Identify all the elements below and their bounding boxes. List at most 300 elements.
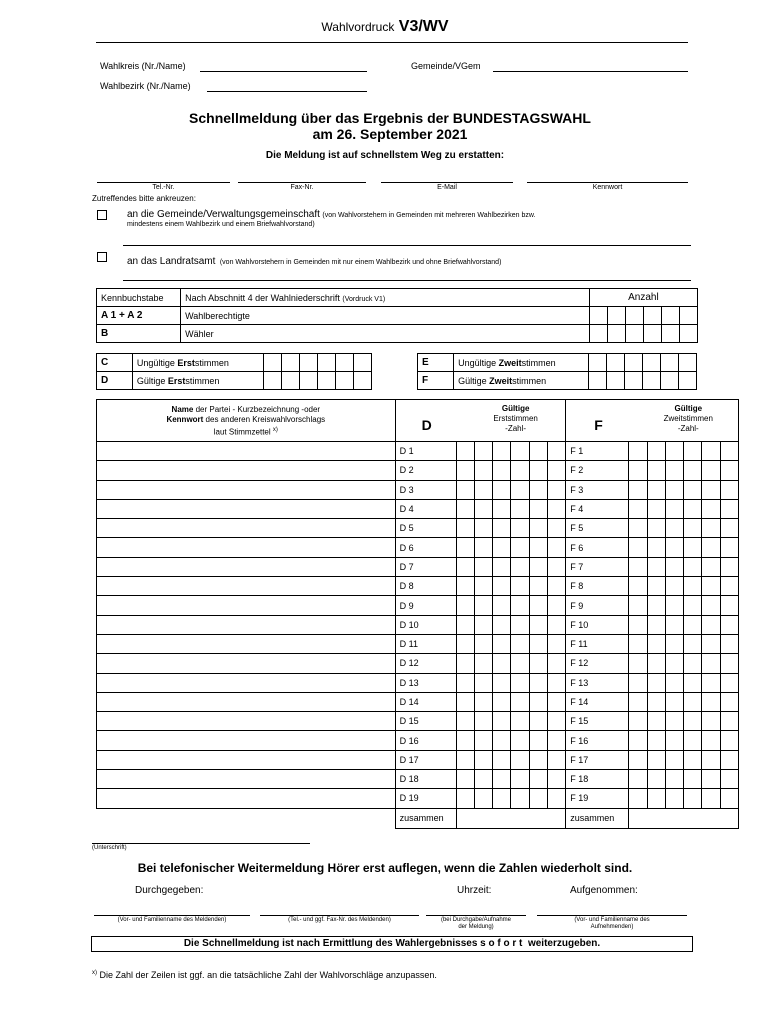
party-name-cell[interactable] bbox=[97, 654, 396, 673]
digit-cell[interactable] bbox=[624, 372, 642, 390]
email-input[interactable] bbox=[381, 182, 513, 183]
digit-cell[interactable] bbox=[629, 789, 647, 808]
digit-cell[interactable] bbox=[665, 770, 683, 789]
digit-cell[interactable] bbox=[720, 615, 738, 634]
digit-cell[interactable] bbox=[679, 325, 697, 343]
digit-cell[interactable] bbox=[629, 557, 647, 576]
digit-cell[interactable] bbox=[511, 750, 529, 769]
digit-cell[interactable] bbox=[547, 692, 565, 711]
digit-cell[interactable] bbox=[547, 750, 565, 769]
kennwort-input[interactable] bbox=[527, 182, 688, 183]
digit-cell[interactable] bbox=[684, 673, 702, 692]
digit-cell[interactable] bbox=[511, 596, 529, 615]
digit-cell[interactable] bbox=[629, 750, 647, 769]
digit-cell[interactable] bbox=[493, 461, 511, 480]
aufnehmender-name-input[interactable] bbox=[537, 915, 687, 916]
digit-cell[interactable] bbox=[354, 354, 372, 372]
digit-cell[interactable] bbox=[282, 354, 300, 372]
digit-cell[interactable] bbox=[665, 480, 683, 499]
digit-cell[interactable] bbox=[702, 596, 720, 615]
digit-cell[interactable] bbox=[647, 442, 665, 461]
digit-cell[interactable] bbox=[702, 519, 720, 538]
digit-cell[interactable] bbox=[702, 538, 720, 557]
digit-cell[interactable] bbox=[474, 519, 492, 538]
digit-cell[interactable] bbox=[456, 538, 474, 557]
digit-cell[interactable] bbox=[588, 372, 606, 390]
party-name-cell[interactable] bbox=[97, 789, 396, 808]
digit-cell[interactable] bbox=[456, 519, 474, 538]
party-name-cell[interactable] bbox=[97, 712, 396, 731]
party-name-cell[interactable] bbox=[97, 499, 396, 518]
digit-cell[interactable] bbox=[511, 731, 529, 750]
digit-cell[interactable] bbox=[493, 442, 511, 461]
digit-cell[interactable] bbox=[684, 499, 702, 518]
digit-cell[interactable] bbox=[547, 770, 565, 789]
digit-cell[interactable] bbox=[720, 789, 738, 808]
digit-cell[interactable] bbox=[702, 557, 720, 576]
party-name-cell[interactable] bbox=[97, 461, 396, 480]
digit-cell[interactable] bbox=[474, 673, 492, 692]
digit-cell[interactable] bbox=[647, 634, 665, 653]
digit-cell[interactable] bbox=[529, 634, 547, 653]
digit-cell[interactable] bbox=[720, 538, 738, 557]
digit-cell[interactable] bbox=[647, 557, 665, 576]
digit-cell[interactable] bbox=[720, 442, 738, 461]
digit-cell[interactable] bbox=[702, 654, 720, 673]
digit-cell[interactable] bbox=[720, 577, 738, 596]
digit-cell[interactable] bbox=[354, 372, 372, 390]
party-name-cell[interactable] bbox=[97, 692, 396, 711]
digit-cell[interactable] bbox=[647, 538, 665, 557]
digit-cell[interactable] bbox=[665, 577, 683, 596]
digit-cell[interactable] bbox=[684, 750, 702, 769]
digit-cell[interactable] bbox=[720, 750, 738, 769]
fax-input[interactable] bbox=[238, 182, 366, 183]
digit-cell[interactable] bbox=[529, 673, 547, 692]
option-gemeinde-checkbox[interactable] bbox=[97, 210, 107, 220]
digit-cell[interactable] bbox=[456, 480, 474, 499]
digit-cell[interactable] bbox=[529, 615, 547, 634]
digit-cell[interactable] bbox=[625, 307, 643, 325]
party-name-cell[interactable] bbox=[97, 596, 396, 615]
digit-cell[interactable] bbox=[647, 654, 665, 673]
digit-cell[interactable] bbox=[647, 789, 665, 808]
digit-cell[interactable] bbox=[589, 307, 607, 325]
digit-cell[interactable] bbox=[547, 577, 565, 596]
digit-cell[interactable] bbox=[720, 692, 738, 711]
digit-cell[interactable] bbox=[474, 596, 492, 615]
digit-cell[interactable] bbox=[474, 692, 492, 711]
digit-cell[interactable] bbox=[684, 596, 702, 615]
party-name-cell[interactable] bbox=[97, 634, 396, 653]
digit-cell[interactable] bbox=[684, 731, 702, 750]
digit-cell[interactable] bbox=[702, 692, 720, 711]
digit-cell[interactable] bbox=[456, 770, 474, 789]
digit-cell[interactable] bbox=[456, 442, 474, 461]
digit-cell[interactable] bbox=[300, 372, 318, 390]
party-name-cell[interactable] bbox=[97, 673, 396, 692]
digit-cell[interactable] bbox=[547, 731, 565, 750]
digit-cell[interactable] bbox=[529, 499, 547, 518]
digit-cell[interactable] bbox=[474, 731, 492, 750]
digit-cell[interactable] bbox=[529, 461, 547, 480]
digit-cell[interactable] bbox=[511, 789, 529, 808]
digit-cell[interactable] bbox=[665, 557, 683, 576]
digit-cell[interactable] bbox=[643, 325, 661, 343]
digit-cell[interactable] bbox=[629, 712, 647, 731]
digit-cell[interactable] bbox=[456, 577, 474, 596]
party-name-cell[interactable] bbox=[97, 577, 396, 596]
digit-cell[interactable] bbox=[529, 442, 547, 461]
digit-cell[interactable] bbox=[606, 372, 624, 390]
digit-cell[interactable] bbox=[547, 461, 565, 480]
digit-cell[interactable] bbox=[456, 596, 474, 615]
digit-cell[interactable] bbox=[642, 354, 660, 372]
gemeinde-input[interactable] bbox=[493, 71, 688, 72]
digit-cell[interactable] bbox=[456, 499, 474, 518]
digit-cell[interactable] bbox=[511, 770, 529, 789]
digit-cell[interactable] bbox=[684, 634, 702, 653]
digit-cell[interactable] bbox=[493, 692, 511, 711]
digit-cell[interactable] bbox=[336, 372, 354, 390]
digit-cell[interactable] bbox=[665, 519, 683, 538]
digit-cell[interactable] bbox=[647, 596, 665, 615]
d-total-value[interactable] bbox=[456, 808, 566, 828]
digit-cell[interactable] bbox=[720, 770, 738, 789]
digit-cell[interactable] bbox=[529, 596, 547, 615]
digit-cell[interactable] bbox=[588, 354, 606, 372]
digit-cell[interactable] bbox=[702, 499, 720, 518]
digit-cell[interactable] bbox=[474, 750, 492, 769]
digit-cell[interactable] bbox=[665, 654, 683, 673]
digit-cell[interactable] bbox=[547, 557, 565, 576]
digit-cell[interactable] bbox=[607, 325, 625, 343]
digit-cell[interactable] bbox=[647, 499, 665, 518]
digit-cell[interactable] bbox=[702, 750, 720, 769]
digit-cell[interactable] bbox=[720, 557, 738, 576]
digit-cell[interactable] bbox=[684, 577, 702, 596]
digit-cell[interactable] bbox=[660, 354, 678, 372]
digit-cell[interactable] bbox=[629, 615, 647, 634]
digit-cell[interactable] bbox=[456, 557, 474, 576]
digit-cell[interactable] bbox=[647, 692, 665, 711]
digit-cell[interactable] bbox=[684, 461, 702, 480]
digit-cell[interactable] bbox=[665, 634, 683, 653]
digit-cell[interactable] bbox=[456, 789, 474, 808]
digit-cell[interactable] bbox=[529, 731, 547, 750]
digit-cell[interactable] bbox=[629, 480, 647, 499]
digit-cell[interactable] bbox=[474, 480, 492, 499]
digit-cell[interactable] bbox=[629, 519, 647, 538]
digit-cell[interactable] bbox=[493, 538, 511, 557]
digit-cell[interactable] bbox=[665, 692, 683, 711]
digit-cell[interactable] bbox=[456, 712, 474, 731]
digit-cell[interactable] bbox=[684, 519, 702, 538]
wahlkreis-input[interactable] bbox=[200, 71, 367, 72]
digit-cell[interactable] bbox=[456, 634, 474, 653]
digit-cell[interactable] bbox=[589, 325, 607, 343]
digit-cell[interactable] bbox=[456, 673, 474, 692]
digit-cell[interactable] bbox=[511, 557, 529, 576]
digit-cell[interactable] bbox=[660, 372, 678, 390]
digit-cell[interactable] bbox=[665, 442, 683, 461]
digit-cell[interactable] bbox=[493, 634, 511, 653]
signature-line[interactable] bbox=[92, 843, 310, 844]
digit-cell[interactable] bbox=[642, 372, 660, 390]
digit-cell[interactable] bbox=[456, 615, 474, 634]
digit-cell[interactable] bbox=[547, 673, 565, 692]
digit-cell[interactable] bbox=[547, 654, 565, 673]
digit-cell[interactable] bbox=[629, 442, 647, 461]
digit-cell[interactable] bbox=[629, 499, 647, 518]
digit-cell[interactable] bbox=[684, 789, 702, 808]
digit-cell[interactable] bbox=[474, 634, 492, 653]
digit-cell[interactable] bbox=[647, 750, 665, 769]
digit-cell[interactable] bbox=[493, 480, 511, 499]
digit-cell[interactable] bbox=[665, 461, 683, 480]
digit-cell[interactable] bbox=[264, 372, 282, 390]
digit-cell[interactable] bbox=[702, 789, 720, 808]
digit-cell[interactable] bbox=[661, 307, 679, 325]
digit-cell[interactable] bbox=[720, 654, 738, 673]
digit-cell[interactable] bbox=[529, 538, 547, 557]
digit-cell[interactable] bbox=[511, 615, 529, 634]
digit-cell[interactable] bbox=[474, 615, 492, 634]
digit-cell[interactable] bbox=[702, 577, 720, 596]
digit-cell[interactable] bbox=[264, 354, 282, 372]
party-name-cell[interactable] bbox=[97, 442, 396, 461]
digit-cell[interactable] bbox=[547, 499, 565, 518]
digit-cell[interactable] bbox=[720, 461, 738, 480]
meldender-name-input[interactable] bbox=[94, 915, 250, 916]
digit-cell[interactable] bbox=[529, 519, 547, 538]
digit-cell[interactable] bbox=[547, 634, 565, 653]
digit-cell[interactable] bbox=[300, 354, 318, 372]
digit-cell[interactable] bbox=[647, 712, 665, 731]
digit-cell[interactable] bbox=[629, 538, 647, 557]
party-name-cell[interactable] bbox=[97, 557, 396, 576]
digit-cell[interactable] bbox=[474, 442, 492, 461]
digit-cell[interactable] bbox=[647, 770, 665, 789]
wahlbezirk-input[interactable] bbox=[207, 91, 367, 92]
digit-cell[interactable] bbox=[529, 654, 547, 673]
digit-cell[interactable] bbox=[493, 577, 511, 596]
digit-cell[interactable] bbox=[493, 596, 511, 615]
digit-cell[interactable] bbox=[702, 615, 720, 634]
digit-cell[interactable] bbox=[511, 712, 529, 731]
digit-cell[interactable] bbox=[493, 770, 511, 789]
digit-cell[interactable] bbox=[456, 461, 474, 480]
digit-cell[interactable] bbox=[684, 770, 702, 789]
digit-cell[interactable] bbox=[629, 596, 647, 615]
party-name-cell[interactable] bbox=[97, 770, 396, 789]
digit-cell[interactable] bbox=[629, 634, 647, 653]
digit-cell[interactable] bbox=[629, 673, 647, 692]
digit-cell[interactable] bbox=[720, 634, 738, 653]
digit-cell[interactable] bbox=[529, 577, 547, 596]
digit-cell[interactable] bbox=[511, 442, 529, 461]
digit-cell[interactable] bbox=[511, 499, 529, 518]
digit-cell[interactable] bbox=[547, 519, 565, 538]
digit-cell[interactable] bbox=[665, 750, 683, 769]
digit-cell[interactable] bbox=[474, 538, 492, 557]
digit-cell[interactable] bbox=[720, 499, 738, 518]
digit-cell[interactable] bbox=[474, 712, 492, 731]
digit-cell[interactable] bbox=[647, 480, 665, 499]
uhrzeit-input[interactable] bbox=[426, 915, 526, 916]
digit-cell[interactable] bbox=[511, 654, 529, 673]
digit-cell[interactable] bbox=[678, 372, 696, 390]
digit-cell[interactable] bbox=[629, 692, 647, 711]
digit-cell[interactable] bbox=[511, 673, 529, 692]
digit-cell[interactable] bbox=[720, 673, 738, 692]
digit-cell[interactable] bbox=[474, 461, 492, 480]
digit-cell[interactable] bbox=[684, 615, 702, 634]
digit-cell[interactable] bbox=[702, 442, 720, 461]
digit-cell[interactable] bbox=[629, 770, 647, 789]
digit-cell[interactable] bbox=[456, 692, 474, 711]
digit-cell[interactable] bbox=[529, 750, 547, 769]
digit-cell[interactable] bbox=[511, 577, 529, 596]
meldender-tel-input[interactable] bbox=[260, 915, 419, 916]
digit-cell[interactable] bbox=[647, 519, 665, 538]
digit-cell[interactable] bbox=[684, 692, 702, 711]
digit-cell[interactable] bbox=[493, 673, 511, 692]
digit-cell[interactable] bbox=[643, 307, 661, 325]
digit-cell[interactable] bbox=[665, 596, 683, 615]
digit-cell[interactable] bbox=[679, 307, 697, 325]
party-name-cell[interactable] bbox=[97, 519, 396, 538]
digit-cell[interactable] bbox=[493, 654, 511, 673]
digit-cell[interactable] bbox=[720, 480, 738, 499]
digit-cell[interactable] bbox=[456, 654, 474, 673]
digit-cell[interactable] bbox=[493, 519, 511, 538]
digit-cell[interactable] bbox=[547, 538, 565, 557]
digit-cell[interactable] bbox=[474, 654, 492, 673]
digit-cell[interactable] bbox=[702, 461, 720, 480]
digit-cell[interactable] bbox=[529, 789, 547, 808]
digit-cell[interactable] bbox=[684, 538, 702, 557]
digit-cell[interactable] bbox=[647, 731, 665, 750]
digit-cell[interactable] bbox=[720, 519, 738, 538]
digit-cell[interactable] bbox=[493, 750, 511, 769]
digit-cell[interactable] bbox=[529, 712, 547, 731]
digit-cell[interactable] bbox=[511, 461, 529, 480]
digit-cell[interactable] bbox=[665, 615, 683, 634]
digit-cell[interactable] bbox=[678, 354, 696, 372]
digit-cell[interactable] bbox=[282, 372, 300, 390]
digit-cell[interactable] bbox=[547, 442, 565, 461]
digit-cell[interactable] bbox=[493, 712, 511, 731]
digit-cell[interactable] bbox=[665, 538, 683, 557]
digit-cell[interactable] bbox=[625, 325, 643, 343]
digit-cell[interactable] bbox=[511, 692, 529, 711]
party-name-cell[interactable] bbox=[97, 615, 396, 634]
digit-cell[interactable] bbox=[529, 692, 547, 711]
digit-cell[interactable] bbox=[629, 577, 647, 596]
digit-cell[interactable] bbox=[547, 480, 565, 499]
digit-cell[interactable] bbox=[702, 731, 720, 750]
party-name-cell[interactable] bbox=[97, 731, 396, 750]
digit-cell[interactable] bbox=[684, 654, 702, 673]
digit-cell[interactable] bbox=[720, 731, 738, 750]
digit-cell[interactable] bbox=[511, 538, 529, 557]
digit-cell[interactable] bbox=[647, 461, 665, 480]
digit-cell[interactable] bbox=[529, 480, 547, 499]
digit-cell[interactable] bbox=[720, 596, 738, 615]
table-row bbox=[97, 596, 739, 615]
party-name-cell[interactable] bbox=[97, 750, 396, 769]
f-total-value[interactable] bbox=[629, 808, 739, 828]
digit-cell[interactable] bbox=[474, 770, 492, 789]
digit-cell[interactable] bbox=[547, 789, 565, 808]
digit-cell[interactable] bbox=[702, 770, 720, 789]
digit-cell[interactable] bbox=[647, 615, 665, 634]
digit-cell[interactable] bbox=[702, 480, 720, 499]
digit-cell[interactable] bbox=[702, 634, 720, 653]
digit-cell[interactable] bbox=[684, 557, 702, 576]
digit-cell[interactable] bbox=[493, 557, 511, 576]
digit-cell[interactable] bbox=[607, 307, 625, 325]
digit-cell[interactable] bbox=[665, 673, 683, 692]
digit-cell[interactable] bbox=[474, 499, 492, 518]
digit-cell[interactable] bbox=[474, 577, 492, 596]
digit-cell[interactable] bbox=[665, 712, 683, 731]
digit-cell[interactable] bbox=[511, 634, 529, 653]
digit-cell[interactable] bbox=[547, 712, 565, 731]
digit-cell[interactable] bbox=[318, 354, 336, 372]
digit-cell[interactable] bbox=[684, 480, 702, 499]
digit-cell[interactable] bbox=[318, 372, 336, 390]
digit-cell[interactable] bbox=[665, 789, 683, 808]
digit-cell[interactable] bbox=[547, 615, 565, 634]
digit-cell[interactable] bbox=[647, 673, 665, 692]
digit-cell[interactable] bbox=[624, 354, 642, 372]
party-name-cell[interactable] bbox=[97, 480, 396, 499]
digit-cell[interactable] bbox=[684, 442, 702, 461]
digit-cell[interactable] bbox=[511, 480, 529, 499]
digit-cell[interactable] bbox=[493, 789, 511, 808]
option-landratsamt-checkbox[interactable] bbox=[97, 252, 107, 262]
digit-cell[interactable] bbox=[702, 712, 720, 731]
digit-cell[interactable] bbox=[665, 731, 683, 750]
digit-cell[interactable] bbox=[629, 731, 647, 750]
digit-cell[interactable] bbox=[529, 557, 547, 576]
digit-cell[interactable] bbox=[336, 354, 354, 372]
digit-cell[interactable] bbox=[720, 712, 738, 731]
digit-cell[interactable] bbox=[647, 577, 665, 596]
tel-input[interactable] bbox=[97, 182, 230, 183]
digit-cell[interactable] bbox=[456, 750, 474, 769]
digit-cell[interactable] bbox=[629, 461, 647, 480]
digit-cell[interactable] bbox=[511, 519, 529, 538]
digit-cell[interactable] bbox=[684, 712, 702, 731]
digit-cell[interactable] bbox=[702, 673, 720, 692]
digit-cell[interactable] bbox=[474, 789, 492, 808]
digit-cell[interactable] bbox=[493, 615, 511, 634]
digit-cell[interactable] bbox=[493, 731, 511, 750]
digit-cell[interactable] bbox=[456, 731, 474, 750]
digit-cell[interactable] bbox=[529, 770, 547, 789]
digit-cell[interactable] bbox=[665, 499, 683, 518]
digit-cell[interactable] bbox=[661, 325, 679, 343]
party-name-cell[interactable] bbox=[97, 538, 396, 557]
digit-cell[interactable] bbox=[629, 654, 647, 673]
digit-cell[interactable] bbox=[547, 596, 565, 615]
digit-cell[interactable] bbox=[493, 499, 511, 518]
digit-cell[interactable] bbox=[474, 557, 492, 576]
digit-cell[interactable] bbox=[606, 354, 624, 372]
